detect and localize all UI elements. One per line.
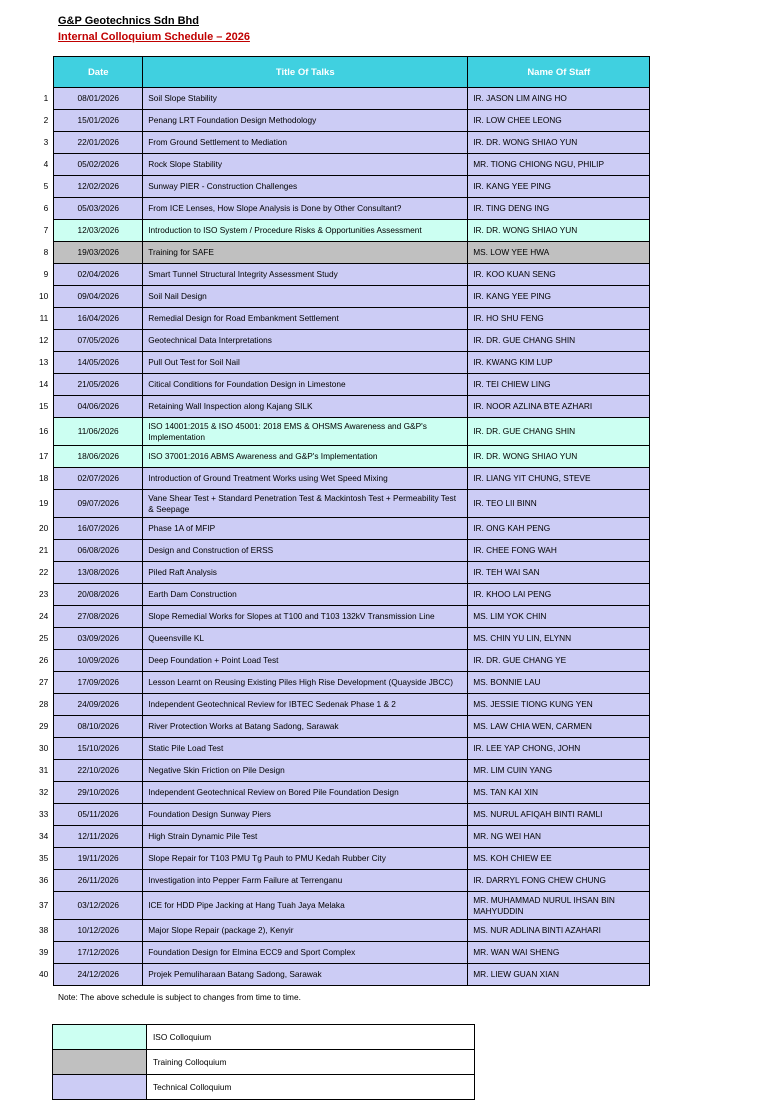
cell-date: 15/10/2026 xyxy=(54,738,143,760)
row-index: 28 xyxy=(34,694,54,716)
row-index: 38 xyxy=(34,920,54,942)
table-row xyxy=(34,374,650,396)
cell-staff: IR. HO SHU FENG xyxy=(468,308,650,330)
row-index: 5 xyxy=(34,176,54,198)
table-row xyxy=(34,132,650,154)
cell-title: Major Slope Repair (package 2), Kenyir xyxy=(143,920,468,942)
row-index: 21 xyxy=(34,540,54,562)
cell-date: 10/12/2026 xyxy=(54,920,143,942)
table-row xyxy=(34,330,650,352)
cell-staff: IR. DR. WONG SHIAO YUN xyxy=(468,132,650,154)
cell-date: 05/11/2026 xyxy=(54,804,143,826)
cell-staff: IR. JASON LIM AING HO xyxy=(468,88,650,110)
row-index: 15 xyxy=(34,396,54,418)
table-row xyxy=(34,308,650,330)
cell-date: 02/07/2026 xyxy=(54,468,143,490)
cell-staff: IR. KANG YEE PING xyxy=(468,286,650,308)
row-index: 18 xyxy=(34,468,54,490)
cell-staff: IR. KOO KUAN SENG xyxy=(468,264,650,286)
cell-title: Piled Raft Analysis xyxy=(143,562,468,584)
cell-title: Soil Nail Design xyxy=(143,286,468,308)
cell-title: Projek Pemuliharaan Batang Sadong, Sarawak xyxy=(143,964,468,986)
cell-staff: MS. TAN KAI XIN xyxy=(468,782,650,804)
table-row xyxy=(34,650,650,672)
row-index: 35 xyxy=(34,848,54,870)
cell-staff: IR. KWANG KIM LUP xyxy=(468,352,650,374)
cell-date: 04/06/2026 xyxy=(54,396,143,418)
cell-staff: MS. LOW YEE HWA xyxy=(468,242,650,264)
legend-table xyxy=(52,1024,475,1100)
cell-date: 12/03/2026 xyxy=(54,220,143,242)
row-index: 36 xyxy=(34,870,54,892)
cell-date: 05/03/2026 xyxy=(54,198,143,220)
table-row xyxy=(34,942,650,964)
row-index: 40 xyxy=(34,964,54,986)
cell-title: Introduction to ISO System / Procedure Risks & Opportunities Assessment xyxy=(143,220,468,242)
table-row xyxy=(34,628,650,650)
cell-title: Phase 1A of MFIP xyxy=(143,518,468,540)
cell-date: 05/02/2026 xyxy=(54,154,143,176)
column-header-title: Title Of Talks xyxy=(143,57,468,88)
legend-row xyxy=(53,1050,475,1075)
cell-title: Penang LRT Foundation Design Methodology xyxy=(143,110,468,132)
table-row xyxy=(34,540,650,562)
column-header-index xyxy=(34,57,54,88)
table-row xyxy=(34,804,650,826)
company-name: G&P Geotechnics Sdn Bhd xyxy=(58,15,199,27)
cell-title: Rock Slope Stability xyxy=(143,154,468,176)
cell-date: 07/05/2026 xyxy=(54,330,143,352)
table-row xyxy=(34,606,650,628)
cell-staff: IR. TEH WAI SAN xyxy=(468,562,650,584)
row-index: 19 xyxy=(34,490,54,518)
row-index: 31 xyxy=(34,760,54,782)
table-header-row xyxy=(34,57,650,88)
cell-staff: MR. TIONG CHIONG NGU, PHILIP xyxy=(468,154,650,176)
table-row xyxy=(34,176,650,198)
table-body xyxy=(34,88,650,986)
cell-staff: IR. CHEE FONG WAH xyxy=(468,540,650,562)
document-subtitle: Internal Colloquium Schedule – 2026 xyxy=(58,31,250,43)
legend-label: Technical Colloquium xyxy=(147,1075,475,1100)
cell-date: 09/07/2026 xyxy=(54,490,143,518)
cell-staff: IR. KANG YEE PING xyxy=(468,176,650,198)
cell-date: 17/09/2026 xyxy=(54,672,143,694)
cell-date: 24/09/2026 xyxy=(54,694,143,716)
cell-title: ISO 37001:2016 ABMS Awareness and G&P's Implementation xyxy=(143,446,468,468)
cell-date: 16/07/2026 xyxy=(54,518,143,540)
row-index: 17 xyxy=(34,446,54,468)
table-row xyxy=(34,782,650,804)
cell-date: 12/02/2026 xyxy=(54,176,143,198)
cell-title: Citical Conditions for Foundation Design in Limestone xyxy=(143,374,468,396)
cell-staff: IR. DR. WONG SHIAO YUN xyxy=(468,220,650,242)
cell-staff: IR. TEI CHIEW LING xyxy=(468,374,650,396)
table-row xyxy=(34,870,650,892)
cell-date: 14/05/2026 xyxy=(54,352,143,374)
row-index: 11 xyxy=(34,308,54,330)
row-index: 16 xyxy=(34,418,54,446)
cell-staff: IR. DARRYL FONG CHEW CHUNG xyxy=(468,870,650,892)
legend-color-swatch xyxy=(53,1075,147,1100)
cell-date: 12/11/2026 xyxy=(54,826,143,848)
cell-staff: MS. NUR ADLINA BINTI AZAHARI xyxy=(468,920,650,942)
row-index: 39 xyxy=(34,942,54,964)
cell-date: 03/12/2026 xyxy=(54,892,143,920)
cell-title: Slope Remedial Works for Slopes at T100 and T103 132kV Transmission Line xyxy=(143,606,468,628)
cell-title: River Protection Works at Batang Sadong, Sarawak xyxy=(143,716,468,738)
cell-title: Independent Geotechnical Review for IBTEC Sedenak Phase 1 & 2 xyxy=(143,694,468,716)
table-row xyxy=(34,396,650,418)
cell-date: 11/06/2026 xyxy=(54,418,143,446)
cell-staff: IR. DR. GUE CHANG SHIN xyxy=(468,418,650,446)
cell-title: Static Pile Load Test xyxy=(143,738,468,760)
table-row xyxy=(34,920,650,942)
cell-title: Negative Skin Friction on Pile Design xyxy=(143,760,468,782)
row-index: 13 xyxy=(34,352,54,374)
cell-staff: IR. TEO LII BINN xyxy=(468,490,650,518)
cell-staff: IR. ONG KAH PENG xyxy=(468,518,650,540)
cell-date: 18/06/2026 xyxy=(54,446,143,468)
table-row xyxy=(34,468,650,490)
cell-title: ICE for HDD Pipe Jacking at Hang Tuah Jaya Melaka xyxy=(143,892,468,920)
table-row xyxy=(34,716,650,738)
cell-date: 20/08/2026 xyxy=(54,584,143,606)
cell-staff: MS. NURUL AFIQAH BINTI RAMLI xyxy=(468,804,650,826)
cell-date: 15/01/2026 xyxy=(54,110,143,132)
cell-title: Vane Shear Test + Standard Penetration Test & Mackintosh Test + Permeability Test & Seepage xyxy=(143,490,468,518)
cell-title: Deep Foundation + Point Load Test xyxy=(143,650,468,672)
colloquium-schedule-table xyxy=(34,56,650,986)
table-row xyxy=(34,88,650,110)
row-index: 24 xyxy=(34,606,54,628)
table-row xyxy=(34,738,650,760)
table-row xyxy=(34,286,650,308)
cell-date: 16/04/2026 xyxy=(54,308,143,330)
cell-staff: MS. LIM YOK CHIN xyxy=(468,606,650,628)
cell-staff: IR. LEE YAP CHONG, JOHN xyxy=(468,738,650,760)
cell-title: Investigation into Pepper Farm Failure at Terrenganu xyxy=(143,870,468,892)
table-row xyxy=(34,352,650,374)
row-index: 25 xyxy=(34,628,54,650)
cell-date: 13/08/2026 xyxy=(54,562,143,584)
cell-title: Sunway PIER - Construction Challenges xyxy=(143,176,468,198)
cell-staff: IR. LIANG YIT CHUNG, STEVE xyxy=(468,468,650,490)
cell-title: From ICE Lenses, How Slope Analysis is Done by Other Consultant? xyxy=(143,198,468,220)
cell-staff: MS. KOH CHIEW EE xyxy=(468,848,650,870)
table-row xyxy=(34,964,650,986)
column-header-staff: Name Of Staff xyxy=(468,57,650,88)
cell-date: 27/08/2026 xyxy=(54,606,143,628)
cell-title: From Ground Settlement to Mediation xyxy=(143,132,468,154)
schedule-note: Note: The above schedule is subject to changes from time to time. xyxy=(58,992,301,1002)
legend-label: ISO Colloquium xyxy=(147,1025,475,1050)
table-row xyxy=(34,418,650,446)
table-row xyxy=(34,518,650,540)
cell-staff: MS. BONNIE LAU xyxy=(468,672,650,694)
cell-staff: IR. NOOR AZLINA BTE AZHARI xyxy=(468,396,650,418)
row-index: 10 xyxy=(34,286,54,308)
cell-title: Introduction of Ground Treatment Works using Wet Speed Mixing xyxy=(143,468,468,490)
row-index: 12 xyxy=(34,330,54,352)
table-row xyxy=(34,242,650,264)
cell-date: 08/01/2026 xyxy=(54,88,143,110)
row-index: 37 xyxy=(34,892,54,920)
cell-staff: IR. KHOO LAI PENG xyxy=(468,584,650,606)
table-row xyxy=(34,198,650,220)
table-row xyxy=(34,220,650,242)
cell-title: Training for SAFE xyxy=(143,242,468,264)
table-row xyxy=(34,672,650,694)
cell-staff: MR. LIEW GUAN XIAN xyxy=(468,964,650,986)
row-index: 33 xyxy=(34,804,54,826)
row-index: 7 xyxy=(34,220,54,242)
row-index: 27 xyxy=(34,672,54,694)
cell-date: 22/10/2026 xyxy=(54,760,143,782)
row-index: 3 xyxy=(34,132,54,154)
cell-title: Pull Out Test for Soil Nail xyxy=(143,352,468,374)
cell-date: 09/04/2026 xyxy=(54,286,143,308)
row-index: 34 xyxy=(34,826,54,848)
table-row xyxy=(34,826,650,848)
row-index: 30 xyxy=(34,738,54,760)
table-row xyxy=(34,264,650,286)
cell-staff: MS. CHIN YU LIN, ELYNN xyxy=(468,628,650,650)
table-row xyxy=(34,848,650,870)
cell-title: Soil Slope Stability xyxy=(143,88,468,110)
cell-staff: IR. DR. GUE CHANG SHIN xyxy=(468,330,650,352)
row-index: 23 xyxy=(34,584,54,606)
cell-staff: IR. LOW CHEE LEONG xyxy=(468,110,650,132)
table-row xyxy=(34,490,650,518)
cell-date: 26/11/2026 xyxy=(54,870,143,892)
row-index: 29 xyxy=(34,716,54,738)
cell-staff: MS. LAW CHIA WEN, CARMEN xyxy=(468,716,650,738)
row-index: 4 xyxy=(34,154,54,176)
cell-title: Independent Geotechnical Review on Bored Pile Foundation Design xyxy=(143,782,468,804)
cell-staff: MR. LIM CUIN YANG xyxy=(468,760,650,782)
cell-staff: MR. WAN WAI SHENG xyxy=(468,942,650,964)
cell-staff: IR. DR. WONG SHIAO YUN xyxy=(468,446,650,468)
cell-date: 02/04/2026 xyxy=(54,264,143,286)
row-index: 2 xyxy=(34,110,54,132)
table-row xyxy=(34,110,650,132)
cell-staff: MR. NG WEI HAN xyxy=(468,826,650,848)
table-row xyxy=(34,154,650,176)
cell-staff: MR. MUHAMMAD NURUL IHSAN BIN MAHYUDDIN xyxy=(468,892,650,920)
cell-date: 17/12/2026 xyxy=(54,942,143,964)
cell-title: Foundation Design for Elmina ECC9 and Sport Complex xyxy=(143,942,468,964)
table-row xyxy=(34,694,650,716)
cell-date: 06/08/2026 xyxy=(54,540,143,562)
legend-label: Training Colloquium xyxy=(147,1050,475,1075)
table-row xyxy=(34,562,650,584)
table-row xyxy=(34,892,650,920)
row-index: 22 xyxy=(34,562,54,584)
cell-title: Earth Dam Construction xyxy=(143,584,468,606)
cell-date: 19/11/2026 xyxy=(54,848,143,870)
cell-title: Slope Repair for T103 PMU Tg Pauh to PMU Kedah Rubber City xyxy=(143,848,468,870)
table-row xyxy=(34,760,650,782)
cell-staff: MS. JESSIE TIONG KUNG YEN xyxy=(468,694,650,716)
cell-staff: IR. DR. GUE CHANG YE xyxy=(468,650,650,672)
cell-title: Foundation Design Sunway Piers xyxy=(143,804,468,826)
cell-title: Geotechnical Data Interpretations xyxy=(143,330,468,352)
cell-title: Retaining Wall Inspection along Kajang SILK xyxy=(143,396,468,418)
cell-date: 21/05/2026 xyxy=(54,374,143,396)
cell-title: Smart Tunnel Structural Integrity Assessment Study xyxy=(143,264,468,286)
row-index: 20 xyxy=(34,518,54,540)
legend-color-swatch xyxy=(53,1050,147,1075)
cell-date: 19/03/2026 xyxy=(54,242,143,264)
legend-row xyxy=(53,1075,475,1100)
cell-date: 08/10/2026 xyxy=(54,716,143,738)
cell-title: High Strain Dynamic Pile Test xyxy=(143,826,468,848)
column-header-date: Date xyxy=(54,57,143,88)
cell-date: 24/12/2026 xyxy=(54,964,143,986)
cell-staff: IR. TING DENG ING xyxy=(468,198,650,220)
row-index: 9 xyxy=(34,264,54,286)
document-header xyxy=(58,14,768,44)
cell-date: 29/10/2026 xyxy=(54,782,143,804)
cell-date: 22/01/2026 xyxy=(54,132,143,154)
legend-color-swatch xyxy=(53,1025,147,1050)
cell-date: 03/09/2026 xyxy=(54,628,143,650)
row-index: 8 xyxy=(34,242,54,264)
cell-title: Design and Construction of ERSS xyxy=(143,540,468,562)
row-index: 26 xyxy=(34,650,54,672)
table-row xyxy=(34,446,650,468)
cell-title: Queensville KL xyxy=(143,628,468,650)
cell-title: ISO 14001:2015 & ISO 45001: 2018 EMS & OHSMS Awareness and G&P's Implementation xyxy=(143,418,468,446)
row-index: 14 xyxy=(34,374,54,396)
row-index: 32 xyxy=(34,782,54,804)
row-index: 6 xyxy=(34,198,54,220)
table-row xyxy=(34,584,650,606)
cell-date: 10/09/2026 xyxy=(54,650,143,672)
cell-title: Lesson Learnt on Reusing Existing Piles High Rise Development (Quayside JBCC) xyxy=(143,672,468,694)
row-index: 1 xyxy=(34,88,54,110)
cell-title: Remedial Design for Road Embankment Settlement xyxy=(143,308,468,330)
legend-row xyxy=(53,1025,475,1050)
